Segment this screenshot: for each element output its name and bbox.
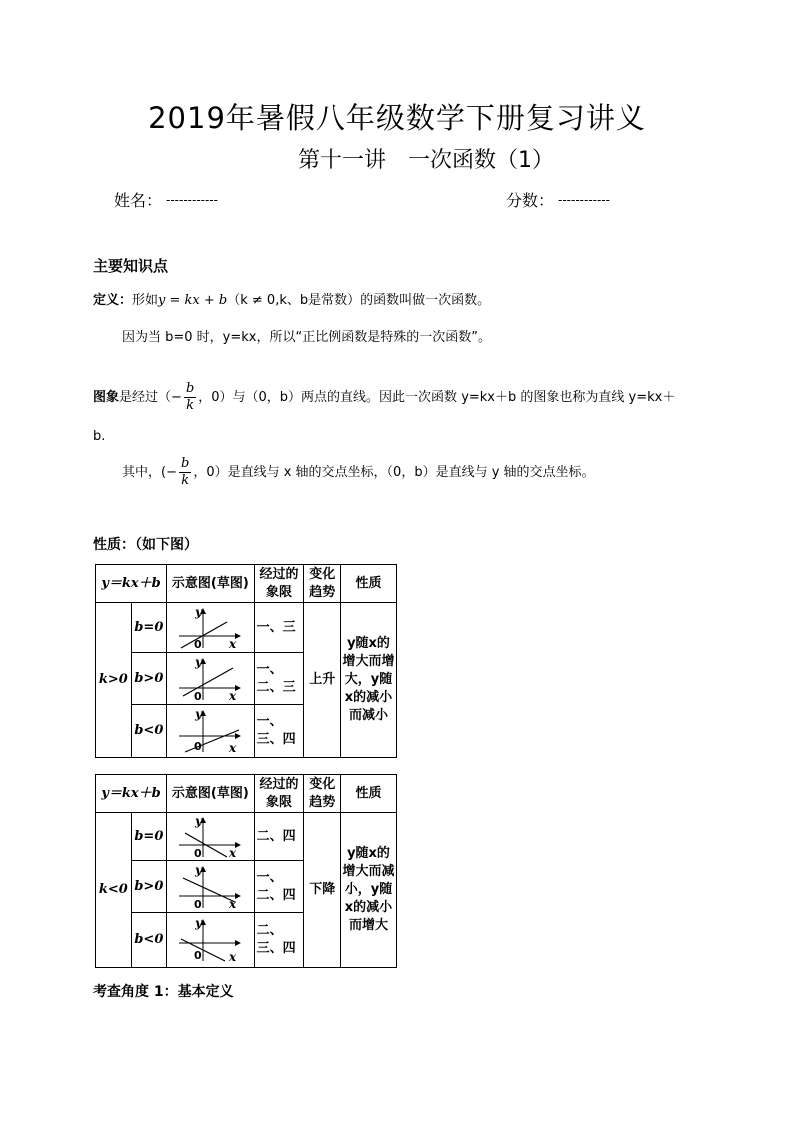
graph-line bbox=[93, 381, 675, 414]
name-blank: ------------ bbox=[166, 193, 218, 207]
section-heading-main: 主要知识点 bbox=[93, 257, 169, 275]
score-blank: ------------ bbox=[558, 193, 610, 207]
lecture-subtitle: 第十一讲 一次函数（1） bbox=[298, 148, 554, 173]
x-label: x bbox=[229, 845, 237, 859]
origin-label: 0 bbox=[194, 740, 203, 753]
sketch-cell bbox=[167, 861, 254, 913]
section-heading-exam: 考查角度 1：基本定义 bbox=[93, 984, 234, 1000]
score-field bbox=[506, 188, 610, 211]
header-quadrant: 经过的象限 bbox=[254, 775, 304, 813]
graph-sketch-k-pos-b-zero bbox=[175, 606, 245, 650]
header-func: y＝kx＋b bbox=[96, 775, 167, 813]
score-label: 分数： bbox=[506, 191, 555, 210]
x-label: x bbox=[229, 896, 237, 910]
intercept-minus: − bbox=[166, 465, 177, 480]
b-cell: b<0 bbox=[131, 705, 167, 758]
y-label: y bbox=[195, 863, 203, 877]
header-quadrant: 经过的象限 bbox=[254, 565, 304, 603]
intercept-pre: 其中，( bbox=[122, 465, 167, 480]
origin-label: 0 bbox=[194, 949, 203, 962]
page-title: 2019年暑假八年级数学下册复习讲义 bbox=[148, 101, 646, 135]
k-sign-cell: k<0 bbox=[96, 813, 132, 968]
properties-table-k-negative bbox=[95, 774, 397, 968]
x-arrow bbox=[235, 940, 241, 946]
k-sign-cell: k>0 bbox=[96, 603, 132, 758]
section-heading-properties: 性质：（如下图） bbox=[93, 537, 198, 553]
trend-cell: 下降 bbox=[304, 813, 341, 968]
quadrant-cell: 一、二、三 bbox=[254, 653, 304, 705]
property-cell: y随x的增大而减小，y随x的减小而增大 bbox=[341, 813, 397, 968]
sketch-cell bbox=[167, 913, 254, 968]
sketch-cell bbox=[167, 653, 254, 705]
header-sketch: 示意图(草图) bbox=[167, 775, 254, 813]
definition-line bbox=[93, 289, 490, 308]
header-trend: 变化趋势 bbox=[304, 565, 341, 603]
b-cell: b=0 bbox=[131, 603, 167, 653]
intercept-post: ，0）是直线与 x 轴的交点坐标，（0，b）是直线与 y 轴的交点坐标。 bbox=[193, 465, 595, 480]
header-sketch: 示意图(草图) bbox=[167, 565, 254, 603]
origin-label: 0 bbox=[194, 637, 203, 650]
fraction-b-over-k bbox=[184, 381, 196, 414]
name-field bbox=[114, 188, 218, 211]
x-label: x bbox=[229, 950, 237, 963]
origin-label: 0 bbox=[194, 846, 203, 859]
fraction-numerator: b bbox=[185, 381, 195, 396]
definition-pre: 形如 bbox=[132, 293, 159, 308]
properties-table-k-positive bbox=[95, 564, 397, 758]
fraction-numerator: b bbox=[180, 456, 190, 471]
x-label: x bbox=[229, 688, 237, 702]
header-property: 性质 bbox=[341, 775, 397, 813]
intercept-line bbox=[122, 456, 595, 489]
definition-formula: y = kx + b bbox=[158, 293, 228, 308]
fraction-denominator: k bbox=[181, 473, 190, 488]
quadrant-cell: 一、三 bbox=[254, 603, 304, 653]
graph-sketch-k-pos-b-neg bbox=[175, 708, 245, 754]
function-line bbox=[183, 668, 233, 696]
graph-wrap: b. bbox=[93, 429, 106, 444]
origin-label: 0 bbox=[194, 897, 203, 910]
b-cell: b<0 bbox=[131, 913, 167, 968]
sketch-cell bbox=[167, 705, 254, 758]
graph-sketch-k-neg-b-neg bbox=[175, 917, 245, 963]
graph-label: 图象 bbox=[93, 390, 120, 405]
quadrant-cell: 一、三、四 bbox=[254, 705, 304, 758]
header-func: y＝kx＋b bbox=[96, 565, 167, 603]
b-cell: b=0 bbox=[131, 813, 167, 861]
fraction-denominator: k bbox=[186, 398, 195, 413]
trend-cell: 上升 bbox=[304, 603, 341, 758]
header-property: 性质 bbox=[341, 565, 397, 603]
function-line bbox=[183, 878, 235, 902]
graph-mid: ，0）与（0，b）两点的直线。因此一次函数 y=kx＋b 的图象也称为直线 y=kx＋ bbox=[198, 390, 676, 405]
graph-sketch-k-pos-b-pos bbox=[175, 656, 245, 702]
quadrant-cell: 一、二、四 bbox=[254, 861, 304, 913]
y-label: y bbox=[195, 917, 203, 930]
b-cell: b>0 bbox=[131, 653, 167, 705]
sketch-cell bbox=[167, 603, 254, 653]
header-trend: 变化趋势 bbox=[304, 775, 341, 813]
y-label: y bbox=[195, 655, 203, 669]
note-line: 因为当 b=0 时，y=kx，所以“正比例函数是特殊的一次函数”。 bbox=[122, 330, 491, 345]
graph-pre: 是经过（ bbox=[119, 390, 172, 405]
function-line bbox=[181, 622, 227, 648]
sketch-cell bbox=[167, 813, 254, 861]
b-cell: b>0 bbox=[131, 861, 167, 913]
origin-label: 0 bbox=[194, 689, 203, 702]
graph-sketch-k-neg-b-pos bbox=[175, 864, 245, 910]
y-label: y bbox=[195, 814, 203, 828]
graph-minus: − bbox=[171, 390, 182, 405]
fraction-b-over-k-2 bbox=[179, 456, 191, 489]
quadrant-cell: 二、四 bbox=[254, 813, 304, 861]
x-arrow bbox=[235, 733, 241, 739]
definition-condition: （k ≠ 0,k、b是常数） bbox=[227, 293, 361, 308]
x-label: x bbox=[229, 636, 237, 650]
quadrant-cell: 二、三、四 bbox=[254, 913, 304, 968]
y-label: y bbox=[195, 605, 203, 619]
definition-label: 定义： bbox=[93, 293, 133, 308]
name-label: 姓名： bbox=[114, 191, 163, 210]
y-label: y bbox=[195, 708, 203, 721]
x-label: x bbox=[229, 741, 237, 754]
definition-post: 的函数叫做一次函数。 bbox=[360, 293, 491, 308]
graph-sketch-k-neg-b-zero bbox=[175, 815, 245, 859]
property-cell: y随x的增大而增大，y随x的减小而减小 bbox=[341, 603, 397, 758]
